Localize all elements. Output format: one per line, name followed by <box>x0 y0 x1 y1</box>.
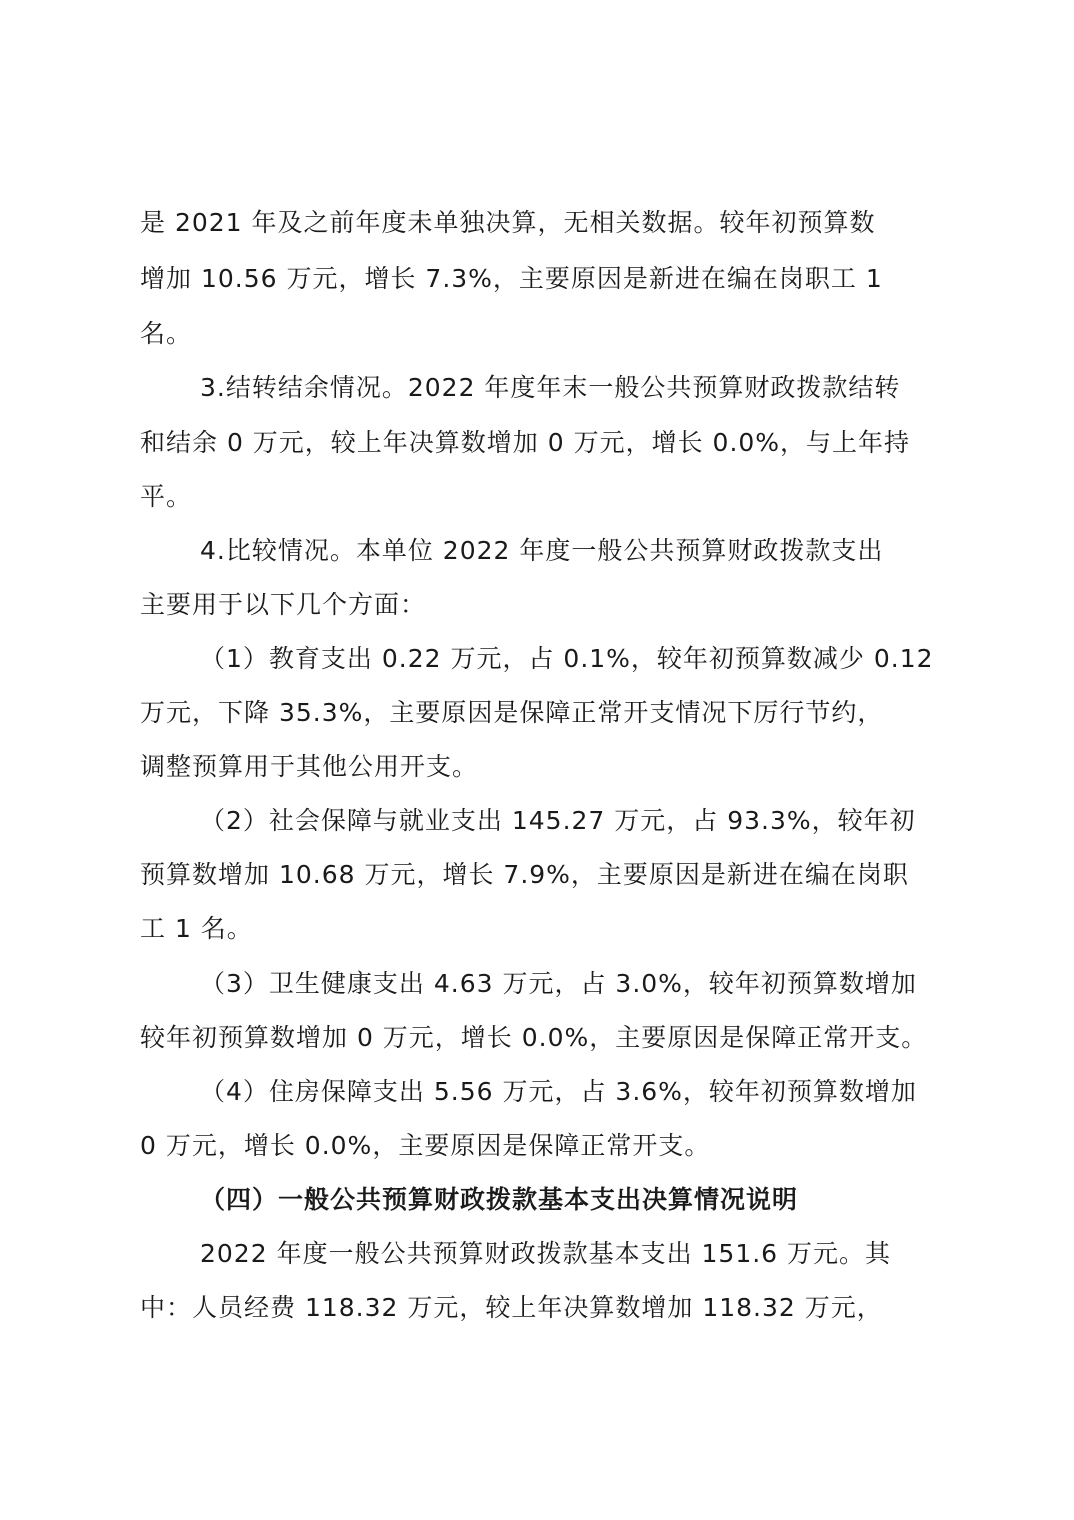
paragraph-line: 工 1 名。 <box>140 914 253 943</box>
paragraph-line: 预算数增加 10.68 万元，增长 7.9%，主要原因是新进在编在岗职 <box>140 860 909 889</box>
paragraph-line: 名。 <box>140 319 193 348</box>
paragraph-line: 0 万元，增长 0.0%，主要原因是保障正常开支。 <box>140 1131 711 1160</box>
paragraph-line: （3）卫生健康支出 4.63 万元，占 3.0%，较年初预算数增加 <box>200 969 917 998</box>
paragraph-line: 中：人员经费 118.32 万元，较上年决算数增加 118.32 万元， <box>140 1293 883 1322</box>
paragraph-line: 万元，下降 35.3%，主要原因是保障正常开支情况下厉行节约， <box>140 698 884 727</box>
paragraph-line: 主要用于以下几个方面： <box>140 590 427 619</box>
paragraph-line: 4.比较情况。本单位 2022 年度一般公共预算财政拨款支出 <box>200 536 884 565</box>
paragraph-line: 是 2021 年及之前年度未单独决算，无相关数据。较年初预算数 <box>140 208 876 237</box>
paragraph-line: 调整预算用于其他公用开支。 <box>140 752 479 781</box>
section-heading: （四）一般公共预算财政拨款基本支出决算情况说明 <box>200 1185 799 1214</box>
paragraph-line: 2022 年度一般公共预算财政拨款基本支出 151.6 万元。其 <box>200 1239 892 1268</box>
paragraph-line: 和结余 0 万元，较上年决算数增加 0 万元，增长 0.0%，与上年持 <box>140 428 911 457</box>
paragraph-line: 平。 <box>140 482 193 511</box>
paragraph-line: （2）社会保障与就业支出 145.27 万元，占 93.3%，较年初 <box>200 806 916 835</box>
paragraph-line: 3.结转结余情况。2022 年度年末一般公共预算财政拨款结转 <box>200 373 901 402</box>
paragraph-line: （1）教育支出 0.22 万元，占 0.1%，较年初预算数减少 0.12 <box>200 644 934 673</box>
paragraph-line: （4）住房保障支出 5.56 万元，占 3.6%，较年初预算数增加 <box>200 1077 917 1106</box>
paragraph-line: 较年初预算数增加 0 万元，增长 0.0%，主要原因是保障正常开支。 <box>140 1023 928 1052</box>
paragraph-line: 增加 10.56 万元，增长 7.3%，主要原因是新进在编在岗职工 1 <box>140 264 883 293</box>
